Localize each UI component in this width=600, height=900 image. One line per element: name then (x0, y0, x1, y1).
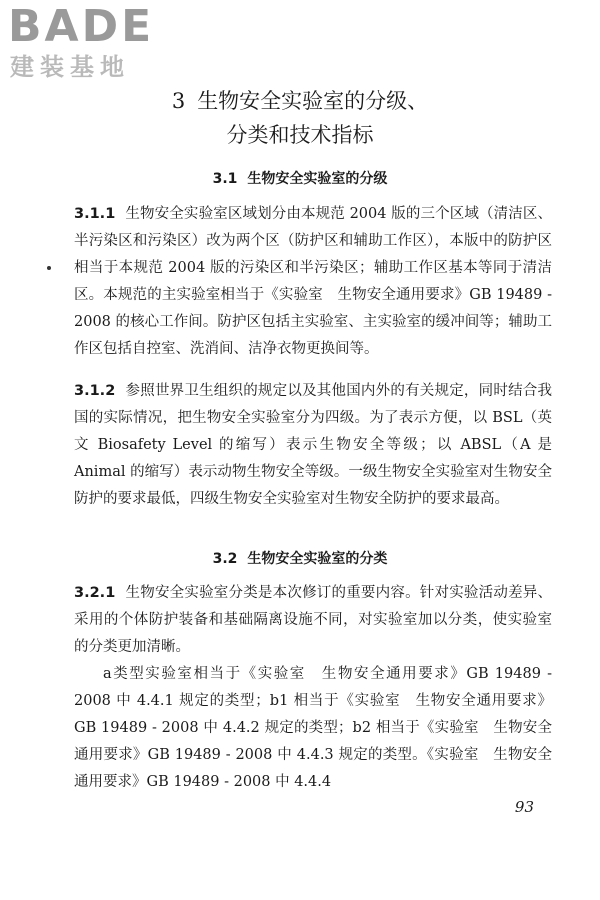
clause-number: 3.2.1 (74, 585, 116, 601)
clause-number: 3.1.1 (74, 206, 116, 222)
section-number: 3.2 (212, 551, 238, 567)
clause-number: 3.1.2 (74, 383, 116, 399)
chapter-title-line2: 分类和技术指标 (226, 123, 374, 147)
logo-wordmark: BADE (8, 1, 155, 52)
clause-text: a类型实验室相当于《实验室 生物安全通用要求》GB 19489 - 2008 中 4.4.1 规定的类型；b1 相当于《实验室 生物安全通用要求》GB 19489 - 2008 中 4.4.2 规定的类型；b2 相当于《实验室 生物安全通用要求》GB 19489 - 2008 中 4.4.3 规定的类型。《实验室 生物安全通用要求》GB 19489 - 2008 中 4.4.4 (74, 666, 552, 790)
section-heading-3-2 (0, 548, 600, 568)
margin-mark (47, 266, 51, 270)
page-number: 93 (514, 798, 534, 816)
logo-subtitle: 建装基地 (10, 53, 130, 81)
clause-3-1-1 (74, 201, 552, 363)
clause-3-2-1 (74, 580, 552, 661)
clause-text: 参照世界卫生组织的规定以及其他国内外的有关规定，同时结合我国的实际情况，把生物安全实验室分为四级。为了表示方便，以 BSL（英文 Biosafety Level 的缩写）表示生物安全等级；以 ABSL（A 是 Animal 的缩写）表示动物生物安全等级。一级生物安全实验室对生物安全防护的要求最低，四级生物安全实验室对生物安全防护的要求最高。 (74, 383, 552, 507)
clause-text: 生物安全实验室区域划分由本规范 2004 版的三个区域（清洁区、半污染区和污染区）改为两个区（防护区和辅助工作区），本版中的防护区相当于本规范 2004 版的污染区和半污染区；辅助工作区基本等同于清洁区。本规范的主实验室相当于《实验室 生物安全通用要求》GB 19489 - 2008 的核心工作间。防护区包括主实验室、主实验室的缓冲间等；辅助工作区包括自控室、洗消间、洁净衣物更换间等。 (74, 206, 552, 357)
section-heading-3-1 (0, 168, 600, 188)
clause-3-2-1-continuation (74, 661, 552, 796)
chapter-heading (0, 84, 600, 152)
clause-text: 生物安全实验室分类是本次修订的重要内容。针对实验活动差异、采用的个体防护装备和基础隔离设施不同，对实验室加以分类，使实验室的分类更加清晰。 (74, 585, 552, 655)
section-title: 生物安全实验室的分类 (247, 551, 388, 567)
section-number: 3.1 (212, 171, 238, 187)
chapter-number: 3 (171, 89, 186, 113)
bade-logo (8, 2, 178, 84)
chapter-title-line1: 生物安全实验室的分级、 (197, 89, 429, 113)
section-title: 生物安全实验室的分级 (247, 171, 388, 187)
clause-3-1-2 (74, 378, 552, 513)
